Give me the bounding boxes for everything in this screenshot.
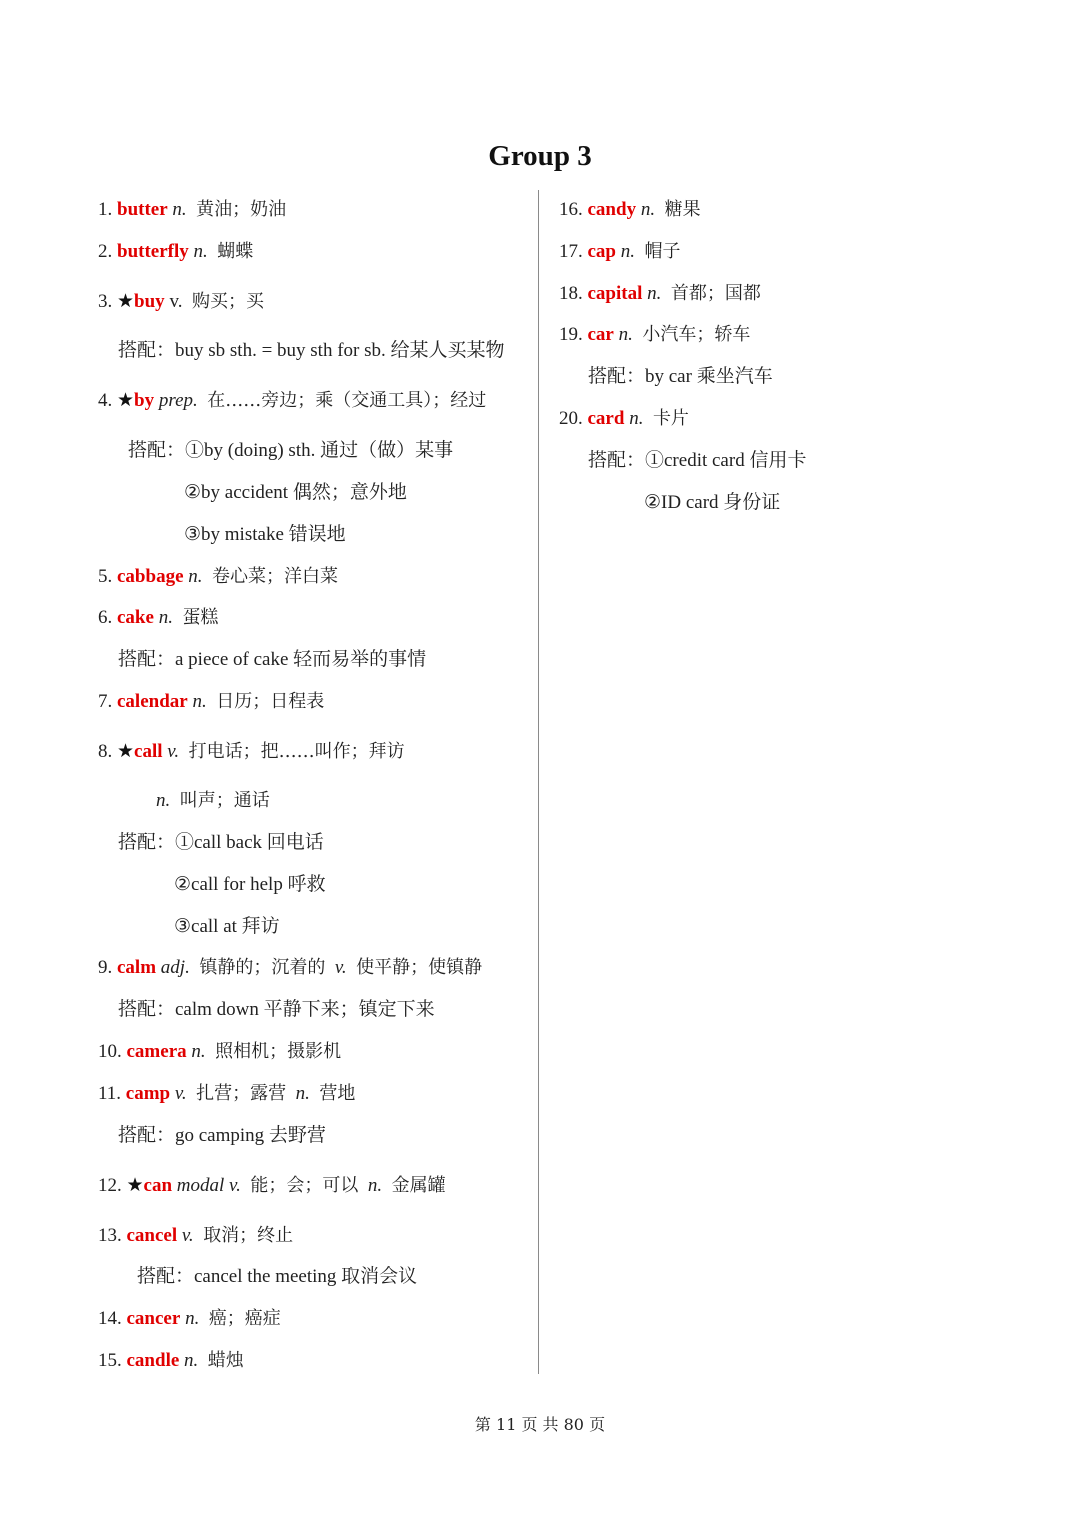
vocab-entry-candy xyxy=(559,198,701,222)
star-icon: ★ xyxy=(117,291,135,312)
part-of-speech: n. xyxy=(156,790,171,811)
star-icon: ★ xyxy=(117,741,135,762)
entry-number: 15. xyxy=(98,1350,122,1371)
vocab-entry-call-noun xyxy=(156,789,270,813)
headword: cancer xyxy=(126,1308,181,1329)
meaning: 购买；买 xyxy=(191,291,264,312)
part-of-speech: n. xyxy=(191,1041,206,1062)
part-of-speech: n. xyxy=(367,1175,383,1196)
collocation: ②ID card 身份证 xyxy=(644,492,781,513)
meaning: 黄油；奶油 xyxy=(196,199,287,220)
entry-number: 11. xyxy=(98,1083,122,1104)
vocab-entry-car xyxy=(559,323,750,347)
meaning: 小汽车；轿车 xyxy=(642,324,751,345)
entry-number: 16. xyxy=(559,199,583,220)
meaning: 照相机；摄影机 xyxy=(215,1041,342,1062)
meaning: 打电话；把……叫作；拜访 xyxy=(188,741,405,762)
part-of-speech: n. xyxy=(172,199,187,220)
headword: cancel xyxy=(126,1225,178,1246)
collocation: 搭配：a piece of cake 轻而易举的事情 xyxy=(118,649,427,670)
part-of-speech: n. xyxy=(629,408,644,429)
headword: candle xyxy=(126,1350,180,1371)
meaning: 蝴蝶 xyxy=(217,241,254,262)
collocation: ③by mistake 错误地 xyxy=(184,524,346,545)
meaning: 糖果 xyxy=(664,199,701,220)
collocation: ③call at 拜访 xyxy=(174,916,280,937)
collocation: 搭配：①credit card 信用卡 xyxy=(588,450,807,471)
meaning: 取消；终止 xyxy=(203,1225,294,1246)
headword: call xyxy=(134,741,163,762)
entry-number: 20. xyxy=(559,408,583,429)
part-of-speech: n. xyxy=(295,1083,310,1104)
headword: calendar xyxy=(117,691,188,712)
meaning: 癌；癌症 xyxy=(208,1308,281,1329)
vocab-entry-cancel xyxy=(98,1224,293,1248)
vocab-entry-camp xyxy=(98,1082,355,1106)
collocation: ②call for help 呼救 xyxy=(174,874,326,895)
vocab-entry-butterfly xyxy=(98,240,253,264)
vocab-entry-candle xyxy=(98,1349,244,1373)
part-of-speech: v. xyxy=(334,957,347,978)
headword: butterfly xyxy=(117,241,189,262)
vocab-entry-can xyxy=(98,1174,446,1198)
vocab-entry-camera xyxy=(98,1040,341,1064)
part-of-speech: n. xyxy=(620,241,635,262)
meaning: 金属罐 xyxy=(391,1175,446,1196)
entry-number: 7. xyxy=(98,691,113,712)
page-title: Group 3 xyxy=(488,140,592,172)
collocation: 搭配：buy sb sth. = buy sth for sb. 给某人买某物 xyxy=(118,340,505,361)
collocation: 搭配：go camping 去野营 xyxy=(118,1125,326,1146)
part-of-speech: modal v. xyxy=(176,1175,241,1196)
meaning: 蛋糕 xyxy=(182,607,219,628)
part-of-speech: adj. xyxy=(160,957,190,978)
vocab-entry-call xyxy=(98,740,405,764)
vocab-entry-buy xyxy=(98,290,264,314)
part-of-speech: n. xyxy=(185,1308,200,1329)
meaning: 卡片 xyxy=(652,408,689,429)
headword: butter xyxy=(117,199,168,220)
vocab-entry-cake xyxy=(98,606,218,630)
headword: by xyxy=(134,390,155,411)
meaning: 营地 xyxy=(319,1083,356,1104)
headword: camera xyxy=(126,1041,187,1062)
star-icon: ★ xyxy=(126,1175,144,1196)
headword: can xyxy=(143,1175,173,1196)
headword: card xyxy=(587,408,625,429)
part-of-speech: v. xyxy=(167,741,180,762)
collocation: 搭配：by car 乘坐汽车 xyxy=(588,366,773,387)
collocation: 搭配：cancel the meeting 取消会议 xyxy=(137,1266,418,1287)
collocation: 搭配：①by (doing) sth. 通过（做）某事 xyxy=(128,440,454,461)
headword: camp xyxy=(125,1083,171,1104)
headword: cake xyxy=(117,607,154,628)
entry-number: 1. xyxy=(98,199,113,220)
part-of-speech: n. xyxy=(188,566,203,587)
star-icon: ★ xyxy=(117,390,135,411)
vocab-entry-cabbage xyxy=(98,565,338,589)
part-of-speech: n. xyxy=(618,324,633,345)
part-of-speech: prep. xyxy=(158,390,198,411)
entry-number: 18. xyxy=(559,283,583,304)
vocab-entry-cap xyxy=(559,240,681,264)
vocab-entry-card xyxy=(559,407,689,431)
part-of-speech: n. xyxy=(640,199,656,220)
meaning: 使平静；使镇静 xyxy=(356,957,483,978)
entry-number: 5. xyxy=(98,566,113,587)
column-divider xyxy=(538,190,539,1374)
meaning: 能；会；可以 xyxy=(250,1175,359,1196)
entry-number: 2. xyxy=(98,241,113,262)
entry-number: 6. xyxy=(98,607,113,628)
vocab-entry-cancer xyxy=(98,1307,281,1331)
headword: buy xyxy=(134,291,165,312)
entry-number: 10. xyxy=(98,1041,122,1062)
headword: capital xyxy=(587,283,643,304)
meaning: 日历；日程表 xyxy=(216,691,325,712)
part-of-speech: n. xyxy=(647,283,662,304)
collocation: 搭配：calm down 平静下来；镇定下来 xyxy=(118,999,435,1020)
entry-number: 4. xyxy=(98,390,113,411)
page-footer: 第 11 页 共 80 页 xyxy=(474,1415,606,1434)
entry-number: 13. xyxy=(98,1225,122,1246)
vocab-entry-calm xyxy=(98,956,482,980)
part-of-speech: n. xyxy=(184,1350,199,1371)
meaning: 帽子 xyxy=(644,241,681,262)
meaning: 镇静的；沉着的 xyxy=(199,957,326,978)
headword: car xyxy=(587,324,614,345)
part-of-speech: n. xyxy=(192,691,207,712)
collocation: 搭配：①call back 回电话 xyxy=(118,832,324,853)
headword: cap xyxy=(587,241,616,262)
part-of-speech: v. xyxy=(169,291,183,312)
part-of-speech: n. xyxy=(158,607,173,628)
vocab-entry-capital xyxy=(559,282,761,306)
entry-number: 9. xyxy=(98,957,113,978)
part-of-speech: v. xyxy=(174,1083,187,1104)
vocab-entry-calendar xyxy=(98,690,324,714)
meaning: 在……旁边；乘（交通工具）；经过 xyxy=(207,390,487,411)
headword: calm xyxy=(117,957,157,978)
meaning: 蜡烛 xyxy=(207,1350,244,1371)
entry-number: 12. xyxy=(98,1175,122,1196)
entry-number: 14. xyxy=(98,1308,122,1329)
meaning: 卷心菜；洋白菜 xyxy=(212,566,338,587)
headword: candy xyxy=(587,199,637,220)
part-of-speech: v. xyxy=(181,1225,194,1246)
headword: cabbage xyxy=(117,566,184,587)
collocation: ②by accident 偶然；意外地 xyxy=(184,482,407,503)
vocab-entry-butter xyxy=(98,198,286,222)
meaning: 扎营；露营 xyxy=(196,1083,287,1104)
meaning: 叫声；通话 xyxy=(179,790,270,811)
vocab-entry-by xyxy=(98,389,486,413)
entry-number: 17. xyxy=(559,241,583,262)
entry-number: 3. xyxy=(98,291,113,312)
entry-number: 8. xyxy=(98,741,113,762)
part-of-speech: n. xyxy=(193,241,208,262)
meaning: 首都；国都 xyxy=(670,283,761,304)
entry-number: 19. xyxy=(559,324,583,345)
